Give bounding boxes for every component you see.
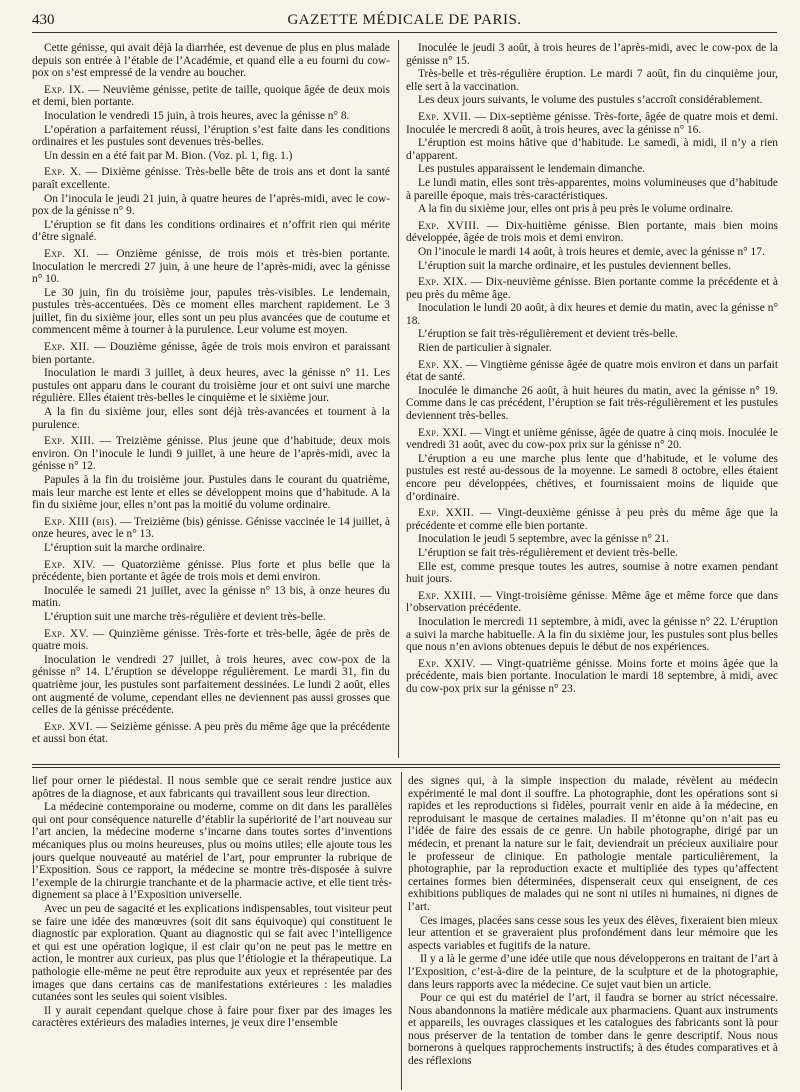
body-paragraph (406, 616, 778, 654)
body-paragraph (32, 150, 390, 163)
experiment-paragraph (406, 111, 778, 136)
article-paragraph: La médecine contemporaine ou moderne, comme on dit dans les parallèles qui ont pour conséquence naturelle d’établir la supériorité de l’art nouveau sur l’art ancien, la médecine moderne s’incarne dans toutes sortes d’inventions mécaniques plus ou moins heureuses, plus ou moins utiles; elle ajoute tous les jours quelque nouveauté au matériel de l’art, pour emprunter la rubrique de l’Exposition. Sous ce rapport, la médecine se montre très-disposée à suivre l’exemple de la chirurgie tranchante et de la pharmacie active, et elle tient très-dignement sa place à l’Exposition universelle. (32, 801, 392, 902)
paragraph-text: L’opération a parfaitement réussi, l’éruption s’est faite dans les conditions ordinaires et les pustules sont devenues très-belles. (32, 123, 390, 149)
paragraph-text: Papules à la fin du troisième jour. Pustules dans le courant du quatrième, mais leur marche est lente et elles se développent moins que d’habitude. A la fin du sixième jour, elles n’ont pas la moitié du volume ordinaire. (32, 474, 390, 512)
paragraph-text: L’éruption suit une marche très-régulière et devient très-belle. (44, 610, 326, 623)
body-paragraph (406, 342, 778, 355)
paragraph-text: Inoculation le mardi 3 juillet, à deux heures, avec la génisse n° 11. Les pustules ont apparu dans le courant du troisième jour et ont suivi une marche régulière. Elles étaient très-belles le cinquième et le sixième jour. (32, 367, 390, 405)
experiment-paragraph (32, 628, 390, 653)
experiment-paragraph (406, 276, 778, 301)
page-header (32, 8, 777, 33)
paragraph-text: L’éruption suit la marche ordinaire. (44, 541, 206, 554)
column-1-experiments (32, 42, 390, 752)
paragraph-text: — Vingtième génisse âgée de quatre mois environ et dans un parfait état de santé. (406, 358, 778, 384)
experiment-label: Exp. XI. (44, 247, 90, 260)
paragraph-text: Le lundi matin, elles sont très-apparentes, moins volumineuses que d’habitude à pareille époque, mais très-caractéristiques. (406, 176, 778, 202)
paragraph-text: — Douzième génisse, âgée de trois mois environ et paraissant bien portante. (32, 341, 390, 366)
experiment-paragraph (406, 507, 778, 532)
paragraph-text: — Dix-septième génisse. Très-forte, âgée de quatre mois et demi. Inoculée le mercredi 8 août, à trois heures, avec la génisse n° 16. (406, 110, 778, 136)
article-paragraph: Pour ce qui est du matériel de l’art, il faudra se borner au strict nécessaire. Nous abandonnons la matière médicale aux pharmaciens. Quant aux instruments et appareils, les ouvrages classiques et les catalogues des fabricants sont là pour nous préserver de la tentation de tomber dans le genre descriptif. Nous nous bornerons à quelques rapprochements instructifs; à des études comparatives et à des réflexions (408, 992, 778, 1068)
paragraph-text: Inoculation le jeudi 5 septembre, avec la génisse n° 21. (418, 533, 669, 546)
body-paragraph (32, 542, 390, 555)
paragraph-text: — Vingt et unième génisse, âgée de quatre à cinq mois. Inoculée le vendredi 31 août, avec du cow-pox prix sur la génisse n° 20. (406, 426, 778, 452)
body-paragraph (32, 406, 390, 431)
body-paragraph (406, 68, 778, 93)
experiment-paragraph (32, 248, 390, 286)
lower-column-divider (401, 772, 402, 1090)
article-paragraph: lief pour orner le piédestal. Il nous semble que ce serait rendre justice aux apôtres de la diagnose, et aux fabricants qui travaillent sous leur direction. (32, 775, 392, 800)
paragraph-text: — Vingt-deuxième génisse à peu près du même âge que la précédente et comme elle bien portante. (406, 507, 778, 532)
paragraph-text: L’éruption suit la marche ordinaire, et les pustules deviennent belles. (418, 259, 732, 272)
section-divider-bottom (32, 767, 780, 768)
paragraph-text: — Neuvième génisse, petite de taille, quoique âgée de deux mois et demi, bien portante. (32, 83, 390, 109)
body-paragraph (32, 110, 390, 123)
paragraph-text: L’éruption se fait très-régulièrement et devient très-belle. (418, 328, 678, 341)
body-paragraph (32, 474, 390, 512)
experiment-label: Exp. XVI. (44, 720, 93, 733)
paragraph-text: — Dix-huitième génisse. Bien portante, mais bien moins développée, âgée de trois mois et demi environ. (406, 219, 778, 245)
paragraph-text: Inoculée le jeudi 3 août, à trois heures de l’après-midi, avec le cow-pox de la génisse n° 15. (406, 42, 778, 67)
experiment-label: Exp. XII. (44, 341, 90, 354)
experiment-label: Exp. XX. (418, 358, 463, 371)
body-paragraph (406, 94, 778, 107)
article-paragraph: des signes qui, à la simple inspection du malade, révèlent au médecin expérimenté le mal dont il souffre. La photographie, dont les opérations sont si rapides et les reproductions si fidèles, pourrait venir en aide à la médecine, en reproduisant le masque de certaines maladies. Il m’étonne qu’on n’ait pas eu l’idée de faire des essais de ce genre. Un habile photographe, dirigé par un médecin, et prenant la nature sur le fait, deviendrait un précieux auxiliaire pour le professeur de clinique. En pathologie mentale particulièrement, la photographie, par la reproduction exacte et multipliée des types qu’affectent certaines formes bien déterminées, dispenserait ceux qui enseignent, de ces exhibitions publiques de malades qui ne sont ni utiles ni humaines, ni dignes de l’art. (408, 775, 778, 913)
paragraph-text: L’éruption a eu une marche plus lente que d’habitude, et le volume des pustules est resté au-dessous de la moyenne. Le samedi 8 octobre, elles étaient encore peu développées, chétives, et fournissaient moins de liquide que d’ordinaire. (406, 452, 778, 503)
body-paragraph (406, 163, 778, 176)
column-divider (398, 40, 399, 758)
paragraph-text: Inoculée le dimanche 26 août, à huit heures du matin, avec la génisse n° 19. Comme dans le cas précédent, l’éruption se fait très-régulièrement et les pustules deviennent très-belles. (406, 384, 778, 423)
journal-title: GAZETTE MÉDICALE DE PARIS. (287, 12, 522, 28)
experiment-label: Exp. XXIII. (418, 589, 477, 602)
body-paragraph (406, 177, 778, 202)
body-paragraph (406, 328, 778, 341)
body-paragraph (406, 203, 778, 216)
experiment-paragraph (32, 516, 390, 541)
experiment-label: Exp. X. (44, 166, 82, 179)
paragraph-text: Elle est, comme presque toutes les autres, soumise à notre examen pendant huit jours. (406, 560, 778, 586)
paragraph-text: Inoculée le samedi 21 juillet, avec la génisse n° 13 bis, à onze heures du matin. (32, 584, 390, 610)
article-paragraph: Il y aurait cependant quelque chose à faire pour fixer par des images les caractères extérieurs des maladies internes, je veux dire l’ensemble (32, 1004, 392, 1030)
experiment-label: Exp. XIII (bis). (44, 515, 118, 528)
body-paragraph (406, 302, 778, 327)
article-paragraph: Ces images, placées sans cesse sous les yeux des élèves, fixeraient bien mieux leur attention et se graveraient plus profondément dans leur mémoire que les aspects variables et fugitifs de la nature. (408, 914, 778, 952)
experiment-paragraph (406, 658, 778, 696)
body-paragraph (406, 561, 778, 586)
experiment-label: Exp. XIV. (44, 558, 96, 571)
column-2-experiments (406, 42, 778, 752)
paragraph-text: — Vingt-troisième génisse. Même âge et même force que dans l’observation précédente. (406, 589, 778, 615)
body-paragraph (32, 585, 390, 610)
body-paragraph (32, 287, 390, 337)
paragraph-text: — Dix-neuvième génisse. Bien portante comme la précédente et à peu près du même âge. (406, 276, 778, 301)
experiment-paragraph (32, 341, 390, 366)
experiment-paragraph (32, 721, 390, 746)
paragraph-text: — Vingt-quatrième génisse. Moins forte et moins âgée que la précédente, mais bien portante. Inoculation le mardi 18 septembre, à midi, avec du cow-pox prix sur la génisse n° 23. (406, 657, 778, 695)
paragraph-text: On l’inocule le mardi 14 août, à trois heures et demie, avec la génisse n° 17. (418, 245, 765, 258)
body-paragraph (406, 453, 778, 503)
article-paragraph: Avec un peu de sagacité et les explications indispensables, tout visiteur peut se faire une idée des manœuvres (soit dit sans équivoque) qui constituent le diagnostic par exploration. Quant au diagnostic qui se fait avec l’intelligence et qui est une opération logique, il est clair qu’on ne peut pas le mettre en action, le montrer aux curieux, pas plus que l’étiologie et la thérapeutique. La pathologie elle-même ne peut être reproduite aux yeux et représentée par des images que dans certains cas de manifestations extérieures : les maladies cutanées sont les seules qui soient visibles. (32, 902, 392, 1004)
body-paragraph (406, 137, 778, 162)
page-number: 430 (32, 12, 55, 28)
paragraph-text: — Treizième (bis) génisse. Génisse vaccinée le 14 juillet, à onze heures, avec le n° 13. (32, 515, 390, 541)
body-paragraph (406, 42, 778, 67)
body-paragraph (406, 533, 778, 546)
column-3-article (32, 775, 392, 1090)
experiment-label: Exp. XXII. (418, 507, 474, 520)
experiment-paragraph (406, 427, 778, 452)
paragraph-text: Les deux jours suivants, le volume des pustules s’accroît considérablement. (418, 94, 763, 107)
paragraph-text: Très-belle et très-régulière éruption. Le mardi 7 août, fin du cinquième jour, elle sert à la vaccination. (406, 68, 778, 93)
paragraph-text: — Treizième génisse. Plus jeune que d’habitude, deux mois environ. On l’inocule le lundi 9 juillet, à une heure de l’après-midi, avec la génisse n° 12. (32, 435, 390, 473)
experiment-paragraph (32, 559, 390, 584)
body-paragraph (32, 219, 390, 244)
body-paragraph (32, 193, 390, 218)
body-paragraph (32, 654, 390, 717)
paragraph-text: L’éruption se fit dans les conditions ordinaires et n’offrit rien qui mérite d’être signalé. (32, 218, 390, 244)
paragraph-text: L’éruption se fait très-régulièrement et devient très-belle. (418, 546, 678, 559)
experiment-paragraph (32, 84, 390, 109)
experiment-label: Exp. XIX. (418, 276, 468, 289)
paragraph-text: A la fin du sixième jour, elles ont pris à peu près le volume ordinaire. (418, 203, 734, 216)
paragraph-text: Inoculation le mercredi 11 septembre, à midi, avec la génisse n° 22. L’éruption a suivi la marche habituelle. A la fin du sixième jour, les pustules sont plus belles que nous n’en avions obtenues depuis le début de nos expériences. (406, 615, 778, 654)
paragraph-text: — Quatorzième génisse. Plus forte et plus belle que la précédente, bien portante et âgée de trois mois et demi environ. (32, 558, 390, 584)
experiment-label: Exp. XVIII. (418, 219, 480, 232)
column-4-article (408, 775, 778, 1090)
section-divider-top (32, 764, 780, 765)
experiment-paragraph (32, 435, 390, 473)
experiment-paragraph (406, 359, 778, 384)
paragraph-text: Rien de particulier à signaler. (418, 342, 552, 355)
experiment-paragraph (32, 166, 390, 191)
body-paragraph (32, 42, 390, 80)
article-paragraph: Il y a là le germe d’une idée utile que nous développerons en traitant de l’art à l’Exposition, c’est-à-dire de la peinture, de la sculpture et de la photographie, dans leurs rapports avec la médecine. Ce sujet vaut bien un article. (408, 953, 778, 991)
paragraph-text: Un dessin en a été fait par M. Bion. (Voz. pl. 1, fig. 1.) (44, 149, 293, 162)
body-paragraph (406, 385, 778, 423)
experiment-label: Exp. XXIV. (418, 657, 476, 670)
body-paragraph (32, 611, 390, 624)
experiment-label: Exp. XV. (44, 627, 89, 640)
paragraph-text: Cette génisse, qui avait déjà la diarrhée, est devenue de plus en plus malade depuis son entrée à l’étable de l’Académie, et quand elle a eu fourni du cow-pox on s’est empressé de la vendre au boucher. (32, 42, 390, 80)
body-paragraph (406, 547, 778, 560)
body-paragraph (32, 124, 390, 149)
experiment-label: Exp. XIII. (44, 435, 95, 448)
paragraph-text: A la fin du sixième jour, elles sont déjà très-avancées et tournent à la purulence. (32, 406, 390, 431)
experiment-paragraph (406, 590, 778, 615)
paragraph-text: Inoculation le vendredi 15 juin, à trois heures, avec la génisse n° 8. (44, 109, 350, 122)
body-paragraph (406, 246, 778, 259)
paragraph-text: On l’inocula le jeudi 21 juin, à quatre heures de l’après-midi, avec le cow-pox de la génisse n° 9. (32, 192, 390, 218)
experiment-label: Exp. XVII. (418, 110, 472, 123)
paragraph-text: — Seizième génisse. A peu près du même âge que la précédente et aussi bon état. (32, 720, 390, 746)
body-paragraph (406, 260, 778, 273)
experiment-label: Exp. IX. (44, 83, 85, 96)
experiment-label: Exp. XXI. (418, 426, 467, 439)
paragraph-text: Les pustules apparaissent le lendemain dimanche. (418, 163, 646, 176)
paragraph-text: Inoculation le vendredi 27 juillet, à trois heures, avec cow-pox de la génisse n° 14. L’éruption se développe régulièrement. Le mardi 31, fin du quatrième jour, les pustules sont parfaitement dessinées. Le lundi 2 août, elles ont augmenté de volume, cependant elles ne deviennent pas aussi grosses que celles de la génisse précédente. (32, 653, 390, 717)
paragraph-text: Inoculation le lundi 20 août, à dix heures et demie du matin, avec la génisse n° 18. (406, 302, 778, 327)
experiment-paragraph (406, 220, 778, 245)
paragraph-text: — Dixième génisse. Très-belle bête de trois ans et dont la santé paraît excellente. (32, 166, 390, 191)
paragraph-text: — Onzième génisse, de trois mois et très-bien portante. Inoculation le mercredi 27 juin, à une heure de l’après-midi, avec la génisse n° 10. (32, 247, 390, 286)
paragraph-text: L’éruption est moins hâtive que d’habitude. Le samedi, à midi, il n’y a rien d’apparent. (406, 137, 778, 162)
paragraph-text: Le 30 juin, fin du troisième jour, papules très-visibles. Le lendemain, pustules très-accentuées. Dès ce moment elles marchent rapidement. Le 3 juillet, fin du sixième jour, elles sont un peu plus avancées que de coutume et commencent même à tourner à la purulence. Leur volume est moyen. (32, 286, 390, 337)
body-paragraph (32, 367, 390, 405)
paragraph-text: — Quinzième génisse. Très-forte et très-belle, âgée de près de quatre mois. (32, 627, 390, 653)
